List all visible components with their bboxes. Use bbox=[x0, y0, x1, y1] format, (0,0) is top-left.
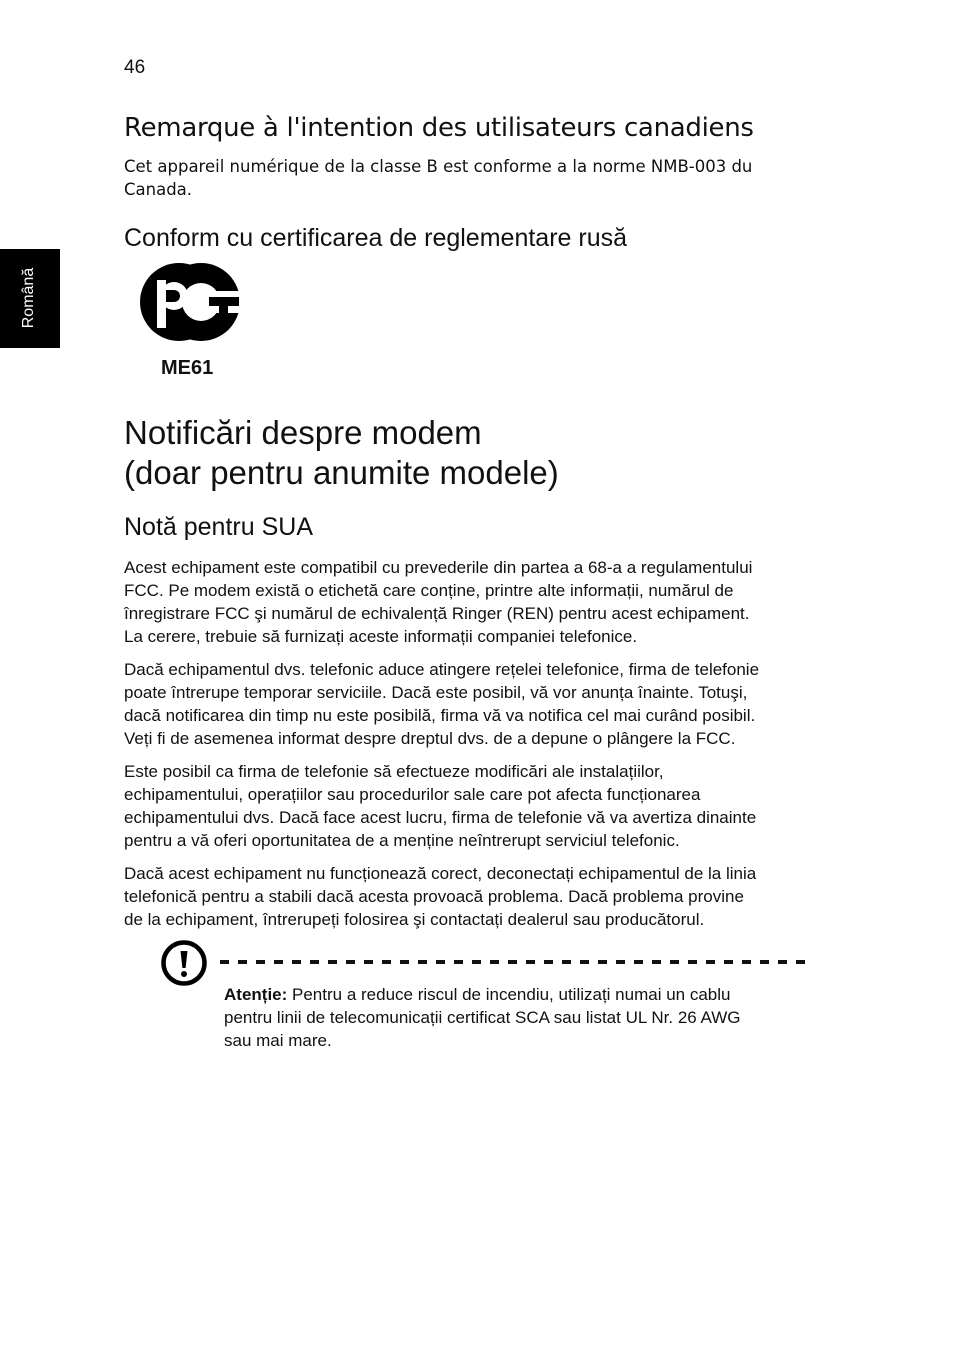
caution-line bbox=[224, 983, 824, 1006]
caution-line: pentru linii de telecomunicații certificat SCA sau listat UL Nr. 26 AWG bbox=[224, 1008, 741, 1027]
modem-notices-title-line-1: Notificări despre modem bbox=[124, 414, 482, 451]
usa-note-heading: Notă pentru SUA bbox=[124, 513, 313, 541]
language-side-tab-label: Română bbox=[20, 267, 37, 329]
paragraph-line: dacă notificarea din timp nu este posibilă, firma vă va notifica cel mai curând posibil. bbox=[124, 706, 756, 725]
paragraph-malfunction bbox=[124, 862, 824, 931]
russia-section-heading: Conform cu certificarea de reglementare rusă bbox=[124, 224, 628, 252]
paragraph-line: echipamentului, operațiilor sau procedurilor sale care pot afecta funcționarea bbox=[124, 785, 701, 804]
paragraph-line: FCC. Pe modem există o etichetă care conține, printre alte informații, numărul de bbox=[124, 581, 734, 600]
paragraph-line: telefonică pentru a stabili dacă acesta provoacă problema. Dacă problema provine bbox=[124, 887, 744, 906]
certification-code: ME61 bbox=[161, 357, 214, 379]
paragraph-line: poate întrerupe temporar serviciile. Dacă este posibil, vă vor anunța înainte. Totuşi, bbox=[124, 683, 748, 702]
canada-section-heading: Remarque à l'intention des utilisateurs canadiens bbox=[124, 113, 754, 143]
modem-notices-title-line-2: (doar pentru anumite modele) bbox=[124, 454, 559, 491]
caution-note bbox=[224, 983, 824, 1052]
modem-notices-title bbox=[124, 413, 559, 493]
canada-section-text: Cet appareil numérique de la classe B est conforme a la norme NMB-003 du Canada. bbox=[124, 157, 753, 199]
paragraph-service-interruption bbox=[124, 658, 824, 750]
paragraph-fcc-registration bbox=[124, 556, 824, 648]
paragraph-line: de la echipament, întrerupeți folosirea şi contactați dealerul sau producătorul. bbox=[124, 910, 705, 929]
usa-note-body bbox=[124, 556, 824, 941]
caution-label: Atenție: bbox=[224, 985, 288, 1004]
paragraph-line: echipamentului dvs. Dacă face acest lucru, firma de telefonie vă va avertiza dinainte bbox=[124, 808, 757, 827]
paragraph-line: La cerere, trebuie să furnizați aceste informații companiei telefonice. bbox=[124, 627, 638, 646]
page-number: 46 bbox=[124, 57, 146, 78]
caution-line: sau mai mare. bbox=[224, 1031, 332, 1050]
exclamation-circle-icon bbox=[160, 939, 208, 987]
paragraph-line: înregistrare FCC şi numărul de echivalență Ringer (REN) pentru acest echipament. bbox=[124, 604, 750, 623]
paragraph-line: Dacă echipamentul dvs. telefonic aduce atingere rețelei telefonice, firma de telefonie bbox=[124, 660, 760, 679]
paragraph-line: Acest echipament este compatibil cu prevederile din partea a 68-a a regulamentului bbox=[124, 558, 753, 577]
paragraph-facility-changes bbox=[124, 760, 824, 852]
caution-text-part: Pentru a reduce riscul de incendiu, utilizați numai un cablu bbox=[287, 985, 731, 1004]
paragraph-line: Veți fi de asemenea informat despre dreptul dvs. de a depune o plângere la FCC. bbox=[124, 729, 736, 748]
pct-certification-logo bbox=[137, 260, 243, 344]
paragraph-line: Dacă acest echipament nu funcționează corect, deconectați echipamentul de la linia bbox=[124, 864, 757, 883]
caution-divider bbox=[220, 960, 806, 964]
paragraph-line: pentru a vă oferi oportunitatea de a menține neîntrerupt serviciul telefonic. bbox=[124, 831, 680, 850]
paragraph-line: Este posibil ca firma de telefonie să efectueze modificări ale instalațiilor, bbox=[124, 762, 664, 781]
